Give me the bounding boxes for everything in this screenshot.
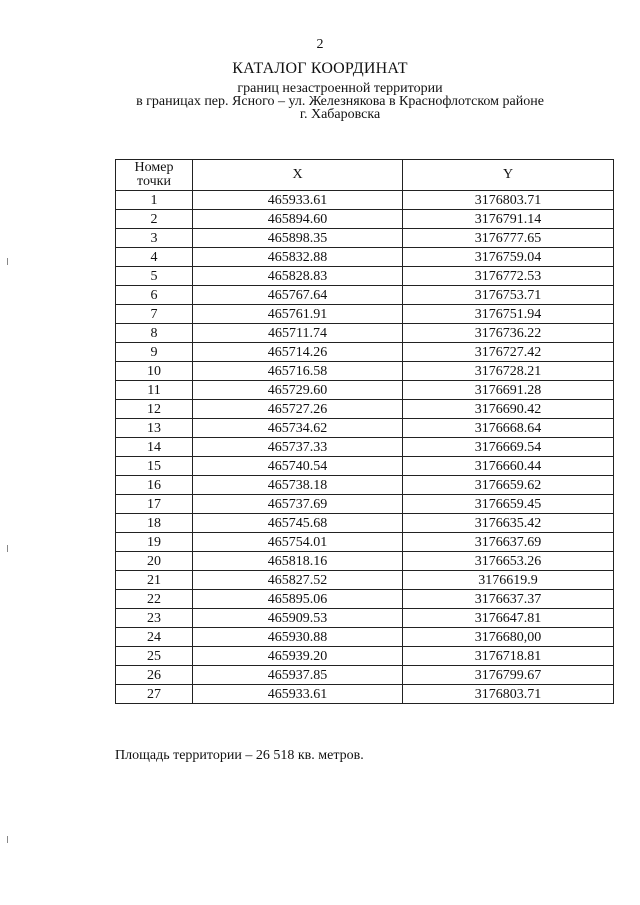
x-cell: 465727.26 <box>193 400 403 419</box>
table-row <box>116 286 614 305</box>
y-cell: 3176728.21 <box>403 362 614 381</box>
point-number-cell: 2 <box>116 210 193 229</box>
point-number-cell: 13 <box>116 419 193 438</box>
point-number-cell: 16 <box>116 476 193 495</box>
point-number-cell: 5 <box>116 267 193 286</box>
y-cell: 3176660.44 <box>403 457 614 476</box>
table-row <box>116 457 614 476</box>
point-number-cell: 4 <box>116 248 193 267</box>
subtitle-line: границ незастроенной территории <box>237 81 443 96</box>
x-cell: 465909.53 <box>193 609 403 628</box>
x-cell: 465737.69 <box>193 495 403 514</box>
point-number-cell: 6 <box>116 286 193 305</box>
y-cell: 3176680,00 <box>403 628 614 647</box>
header-point-number <box>116 160 193 191</box>
y-cell: 3176759.04 <box>403 248 614 267</box>
y-cell: 3176799.67 <box>403 666 614 685</box>
point-number-cell: 20 <box>116 552 193 571</box>
x-cell: 465754.01 <box>193 533 403 552</box>
y-cell: 3176669.54 <box>403 438 614 457</box>
header-x: X <box>193 160 403 191</box>
table-row <box>116 552 614 571</box>
x-cell: 465767.64 <box>193 286 403 305</box>
table-row <box>116 419 614 438</box>
point-number-cell: 11 <box>116 381 193 400</box>
x-cell: 465737.33 <box>193 438 403 457</box>
x-cell: 465898.35 <box>193 229 403 248</box>
point-number-cell: 25 <box>116 647 193 666</box>
x-cell: 465740.54 <box>193 457 403 476</box>
table-row <box>116 438 614 457</box>
table-row <box>116 609 614 628</box>
table-row <box>116 476 614 495</box>
x-cell: 465729.60 <box>193 381 403 400</box>
y-cell: 3176668.64 <box>403 419 614 438</box>
y-cell: 3176736.22 <box>403 324 614 343</box>
header-point-line1: Номер <box>134 160 174 175</box>
point-number-cell: 12 <box>116 400 193 419</box>
table-row <box>116 343 614 362</box>
x-cell: 465761.91 <box>193 305 403 324</box>
table-row <box>116 533 614 552</box>
area-note: Площадь территории – 26 518 кв. метров. <box>115 748 364 763</box>
y-cell: 3176727.42 <box>403 343 614 362</box>
point-number-cell: 19 <box>116 533 193 552</box>
point-number-cell: 18 <box>116 514 193 533</box>
document-title: КАТАЛОГ КООРДИНАТ <box>232 60 408 77</box>
y-cell: 3176637.37 <box>403 590 614 609</box>
point-number-cell: 27 <box>116 685 193 704</box>
table-row <box>116 590 614 609</box>
scan-margin-mark <box>7 258 8 265</box>
table-row <box>116 381 614 400</box>
point-number-cell: 26 <box>116 666 193 685</box>
point-number-cell: 8 <box>116 324 193 343</box>
subtitle-line: г. Хабаровска <box>299 107 381 122</box>
x-cell: 465714.26 <box>193 343 403 362</box>
table-row <box>116 666 614 685</box>
x-cell: 465738.18 <box>193 476 403 495</box>
y-cell: 3176691.28 <box>403 381 614 400</box>
x-cell: 465933.61 <box>193 685 403 704</box>
y-cell: 3176753.71 <box>403 286 614 305</box>
y-cell: 3176791.14 <box>403 210 614 229</box>
y-cell: 3176803.71 <box>403 685 614 704</box>
y-cell: 3176637.69 <box>403 533 614 552</box>
y-cell: 3176751.94 <box>403 305 614 324</box>
y-cell: 3176659.62 <box>403 476 614 495</box>
y-cell: 3176803.71 <box>403 191 614 210</box>
table-row <box>116 685 614 704</box>
table-row <box>116 267 614 286</box>
table-row <box>116 571 614 590</box>
point-number-cell: 23 <box>116 609 193 628</box>
table-row <box>116 248 614 267</box>
point-number-cell: 9 <box>116 343 193 362</box>
table-row <box>116 400 614 419</box>
table-row <box>116 324 614 343</box>
table-body <box>116 191 614 704</box>
x-cell: 465827.52 <box>193 571 403 590</box>
x-cell: 465716.58 <box>193 362 403 381</box>
x-cell: 465937.85 <box>193 666 403 685</box>
page-number: 2 <box>316 37 324 52</box>
coordinates-table <box>115 159 614 704</box>
x-cell: 465832.88 <box>193 248 403 267</box>
x-cell: 465818.16 <box>193 552 403 571</box>
point-number-cell: 3 <box>116 229 193 248</box>
point-number-cell: 10 <box>116 362 193 381</box>
scan-margin-mark <box>7 545 8 552</box>
point-number-cell: 21 <box>116 571 193 590</box>
header-y: Y <box>403 160 614 191</box>
subtitle-line: в границах пер. Ясного – ул. Железнякова в Краснофлотском районе <box>136 94 544 109</box>
y-cell: 3176718.81 <box>403 647 614 666</box>
x-cell: 465828.83 <box>193 267 403 286</box>
y-cell: 3176777.65 <box>403 229 614 248</box>
table-row <box>116 191 614 210</box>
table-row <box>116 628 614 647</box>
x-cell: 465930.88 <box>193 628 403 647</box>
table-row <box>116 514 614 533</box>
y-cell: 3176635.42 <box>403 514 614 533</box>
point-number-cell: 14 <box>116 438 193 457</box>
table-row <box>116 495 614 514</box>
y-cell: 3176619.9 <box>403 571 614 590</box>
document-subtitle <box>20 82 640 121</box>
header-point-line2: точки <box>137 174 171 189</box>
point-number-cell: 7 <box>116 305 193 324</box>
x-cell: 465734.62 <box>193 419 403 438</box>
point-number-cell: 24 <box>116 628 193 647</box>
y-cell: 3176690.42 <box>403 400 614 419</box>
scan-margin-mark <box>7 836 8 843</box>
table-header-row <box>116 160 614 191</box>
y-cell: 3176653.26 <box>403 552 614 571</box>
table-row <box>116 305 614 324</box>
point-number-cell: 15 <box>116 457 193 476</box>
point-number-cell: 17 <box>116 495 193 514</box>
x-cell: 465895.06 <box>193 590 403 609</box>
y-cell: 3176647.81 <box>403 609 614 628</box>
y-cell: 3176772.53 <box>403 267 614 286</box>
y-cell: 3176659.45 <box>403 495 614 514</box>
table-row <box>116 362 614 381</box>
point-number-cell: 1 <box>116 191 193 210</box>
table-row <box>116 210 614 229</box>
x-cell: 465711.74 <box>193 324 403 343</box>
point-number-cell: 22 <box>116 590 193 609</box>
x-cell: 465939.20 <box>193 647 403 666</box>
x-cell: 465894.60 <box>193 210 403 229</box>
table-row <box>116 229 614 248</box>
x-cell: 465933.61 <box>193 191 403 210</box>
x-cell: 465745.68 <box>193 514 403 533</box>
table-row <box>116 647 614 666</box>
